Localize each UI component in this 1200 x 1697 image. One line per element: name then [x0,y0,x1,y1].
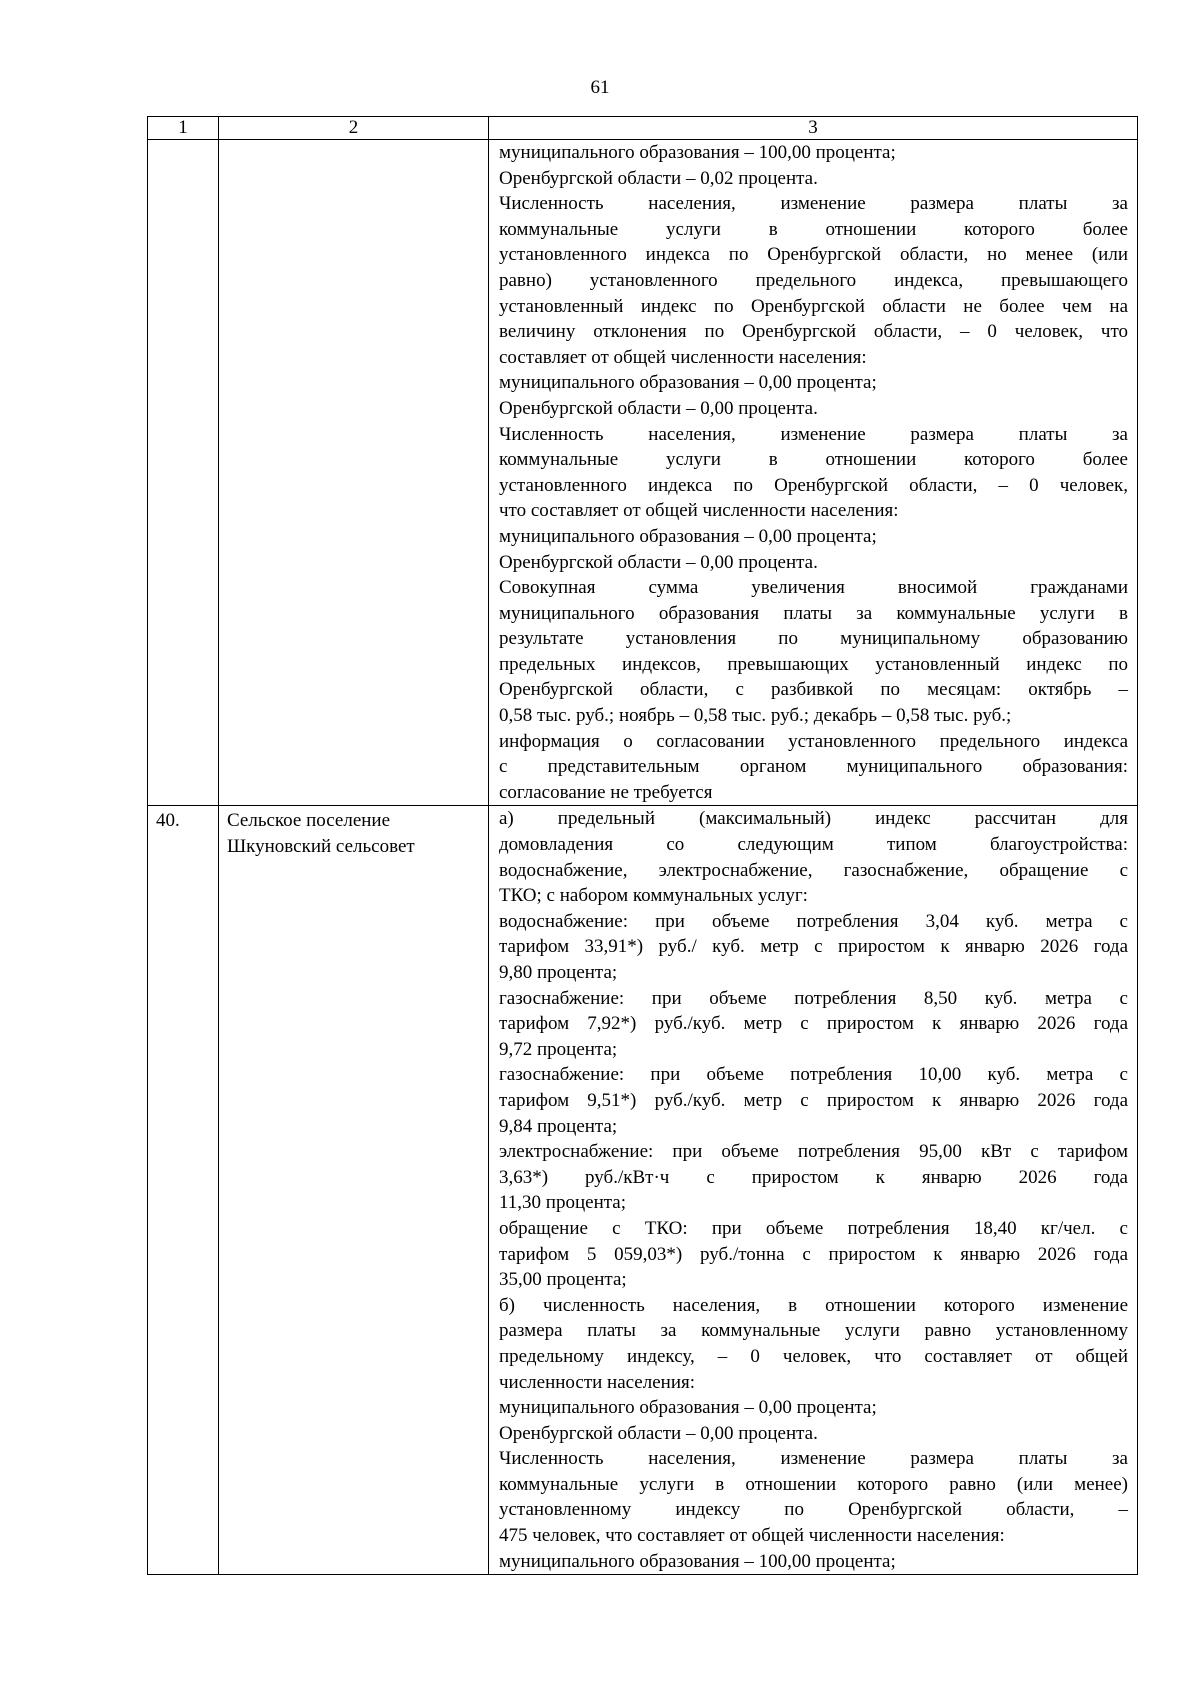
text-line: равно) установленного предельного индекса, превышающего [499,269,1128,291]
text-line: Совокупная сумма увеличения вносимой гражданами [499,577,1128,599]
text-line: тарифом 9,51*) руб./куб. метр с приростом к январю 2026 года [499,1089,1128,1111]
text-line: Оренбургской области – 0,00 процента. [499,1422,818,1444]
text-line: результате установления по муниципальному образованию [499,628,1128,650]
text-line: тарифом 33,91*) руб./ куб. метр с приростом к январю 2026 года [499,936,1128,958]
text-line: информация о согласовании установленного предельного индекса [499,730,1128,752]
text-line: Численность населения, изменение размера платы за [499,1448,1128,1470]
municipality-name-line: Сельское поселение [227,810,391,832]
text-line: 0,58 тыс. руб.; ноябрь – 0,58 тыс. руб.; декабрь – 0,58 тыс. руб.; [499,705,1012,727]
text-line: Оренбургской области – 0,02 процента. [499,167,818,189]
text-line: а) предельный (максимальный) индекс рассчитан для [499,808,1128,830]
municipality-name-cell [219,140,489,806]
text-line: что составляет от общей численности населения: [499,500,899,522]
row-number-cell [148,140,219,806]
text-line: численности населения: [499,1371,696,1393]
text-line: с представительным органом муниципального образования: [499,756,1128,778]
text-line: составляет от общей численности населения: [499,346,867,368]
indices-table [147,116,1138,1575]
text-line: муниципального образования – 100,00 процента; [499,142,896,163]
text-line: газоснабжение: при объеме потребления 8,50 куб. метра с [499,987,1128,1009]
text-line: б) численность населения, в отношении которого изменение [499,1294,1128,1316]
text-line: тарифом 5 059,03*) руб./тонна с приростом к январю 2026 года [499,1243,1128,1265]
text-line: муниципального образования – 0,00 процента; [499,372,877,394]
text-line: водоснабжение: при объеме потребления 3,04 куб. метра с [499,910,1128,932]
text-line: Численность населения, изменение размера платы за [499,423,1128,445]
page-number: 61 [590,77,610,98]
text-line: 475 человек, что составляет от общей численности населения: [499,1525,1005,1547]
text-line: водоснабжение, электроснабжение, газоснабжение, обращение с [499,859,1128,881]
municipality-name-line: Шкуновский сельсовет [227,836,415,858]
text-line: установленного индекса по Оренбургской области, – 0 человек, [499,474,1128,496]
text-line: муниципального образования – 0,00 процента; [499,1397,877,1419]
text-line: коммунальные услуги в отношении которого более [499,449,1128,471]
index-description-cell [489,806,1138,1575]
text-line: согласование не требуется [499,781,713,803]
text-line: установленному индексу по Оренбургской области, – [499,1499,1128,1521]
text-line: 11,30 процента; [499,1192,626,1214]
text-line: ТКО; с набором коммунальных услуг: [499,885,808,907]
text-line: Оренбургской области, с разбивкой по месяцам: октябрь – [499,679,1128,701]
column-header-1: 1 [148,117,219,140]
text-line: установленного индекса по Оренбургской области, но менее (или [499,244,1128,266]
text-line: размера платы за коммунальные услуги равно установленному [499,1320,1128,1342]
text-line: коммунальные услуги в отношении которого равно (или менее) [499,1473,1128,1495]
table-header-row [148,117,1138,140]
text-line: Оренбургской области – 0,00 процента. [499,551,818,573]
text-line: газоснабжение: при объеме потребления 10,00 куб. метра с [499,1064,1128,1086]
text-line: Оренбургской области – 0,00 процента. [499,397,818,419]
table-row [148,806,1138,1575]
text-line: муниципального образования – 0,00 процента; [499,525,877,547]
table-row [148,140,1138,806]
text-line: 9,80 процента; [499,962,618,983]
row-number-cell: 40. [148,806,219,1575]
text-line: коммунальные услуги в отношении которого более [499,218,1128,240]
text-line: величину отклонения по Оренбургской области, – 0 человек, что [499,321,1128,343]
column-header-3: 3 [489,117,1138,140]
text-line: предельному индексу, – 0 человек, что составляет от общей [499,1345,1128,1367]
text-line: муниципального образования – 100,00 процента; [499,1550,896,1572]
municipality-name-cell [219,806,489,1575]
text-line: тарифом 7,92*) руб./куб. метр с приростом к январю 2026 года [499,1013,1128,1035]
column-header-2: 2 [219,117,489,140]
text-line: муниципального образования платы за коммунальные услуги в [499,602,1128,624]
text-line: электроснабжение: при объеме потребления 95,00 кВт с тарифом [499,1141,1128,1163]
text-line: Численность населения, изменение размера платы за [499,193,1128,215]
text-line: обращение с ТКО: при объеме потребления 18,40 кг/чел. с [499,1217,1128,1239]
text-line: 35,00 процента; [499,1269,627,1291]
text-line: установленный индекс по Оренбургской области не более чем на [499,295,1128,317]
text-line: 9,84 процента; [499,1115,618,1137]
text-line: 3,63*) руб./кВт·ч с приростом к январю 2026 года [499,1166,1128,1188]
text-line: 9,72 процента; [499,1038,618,1060]
index-description-cell [489,140,1138,806]
text-line: предельных индексов, превышающих установленный индекс по [499,653,1128,675]
text-line: домовладения со следующим типом благоустройства: [499,834,1128,856]
